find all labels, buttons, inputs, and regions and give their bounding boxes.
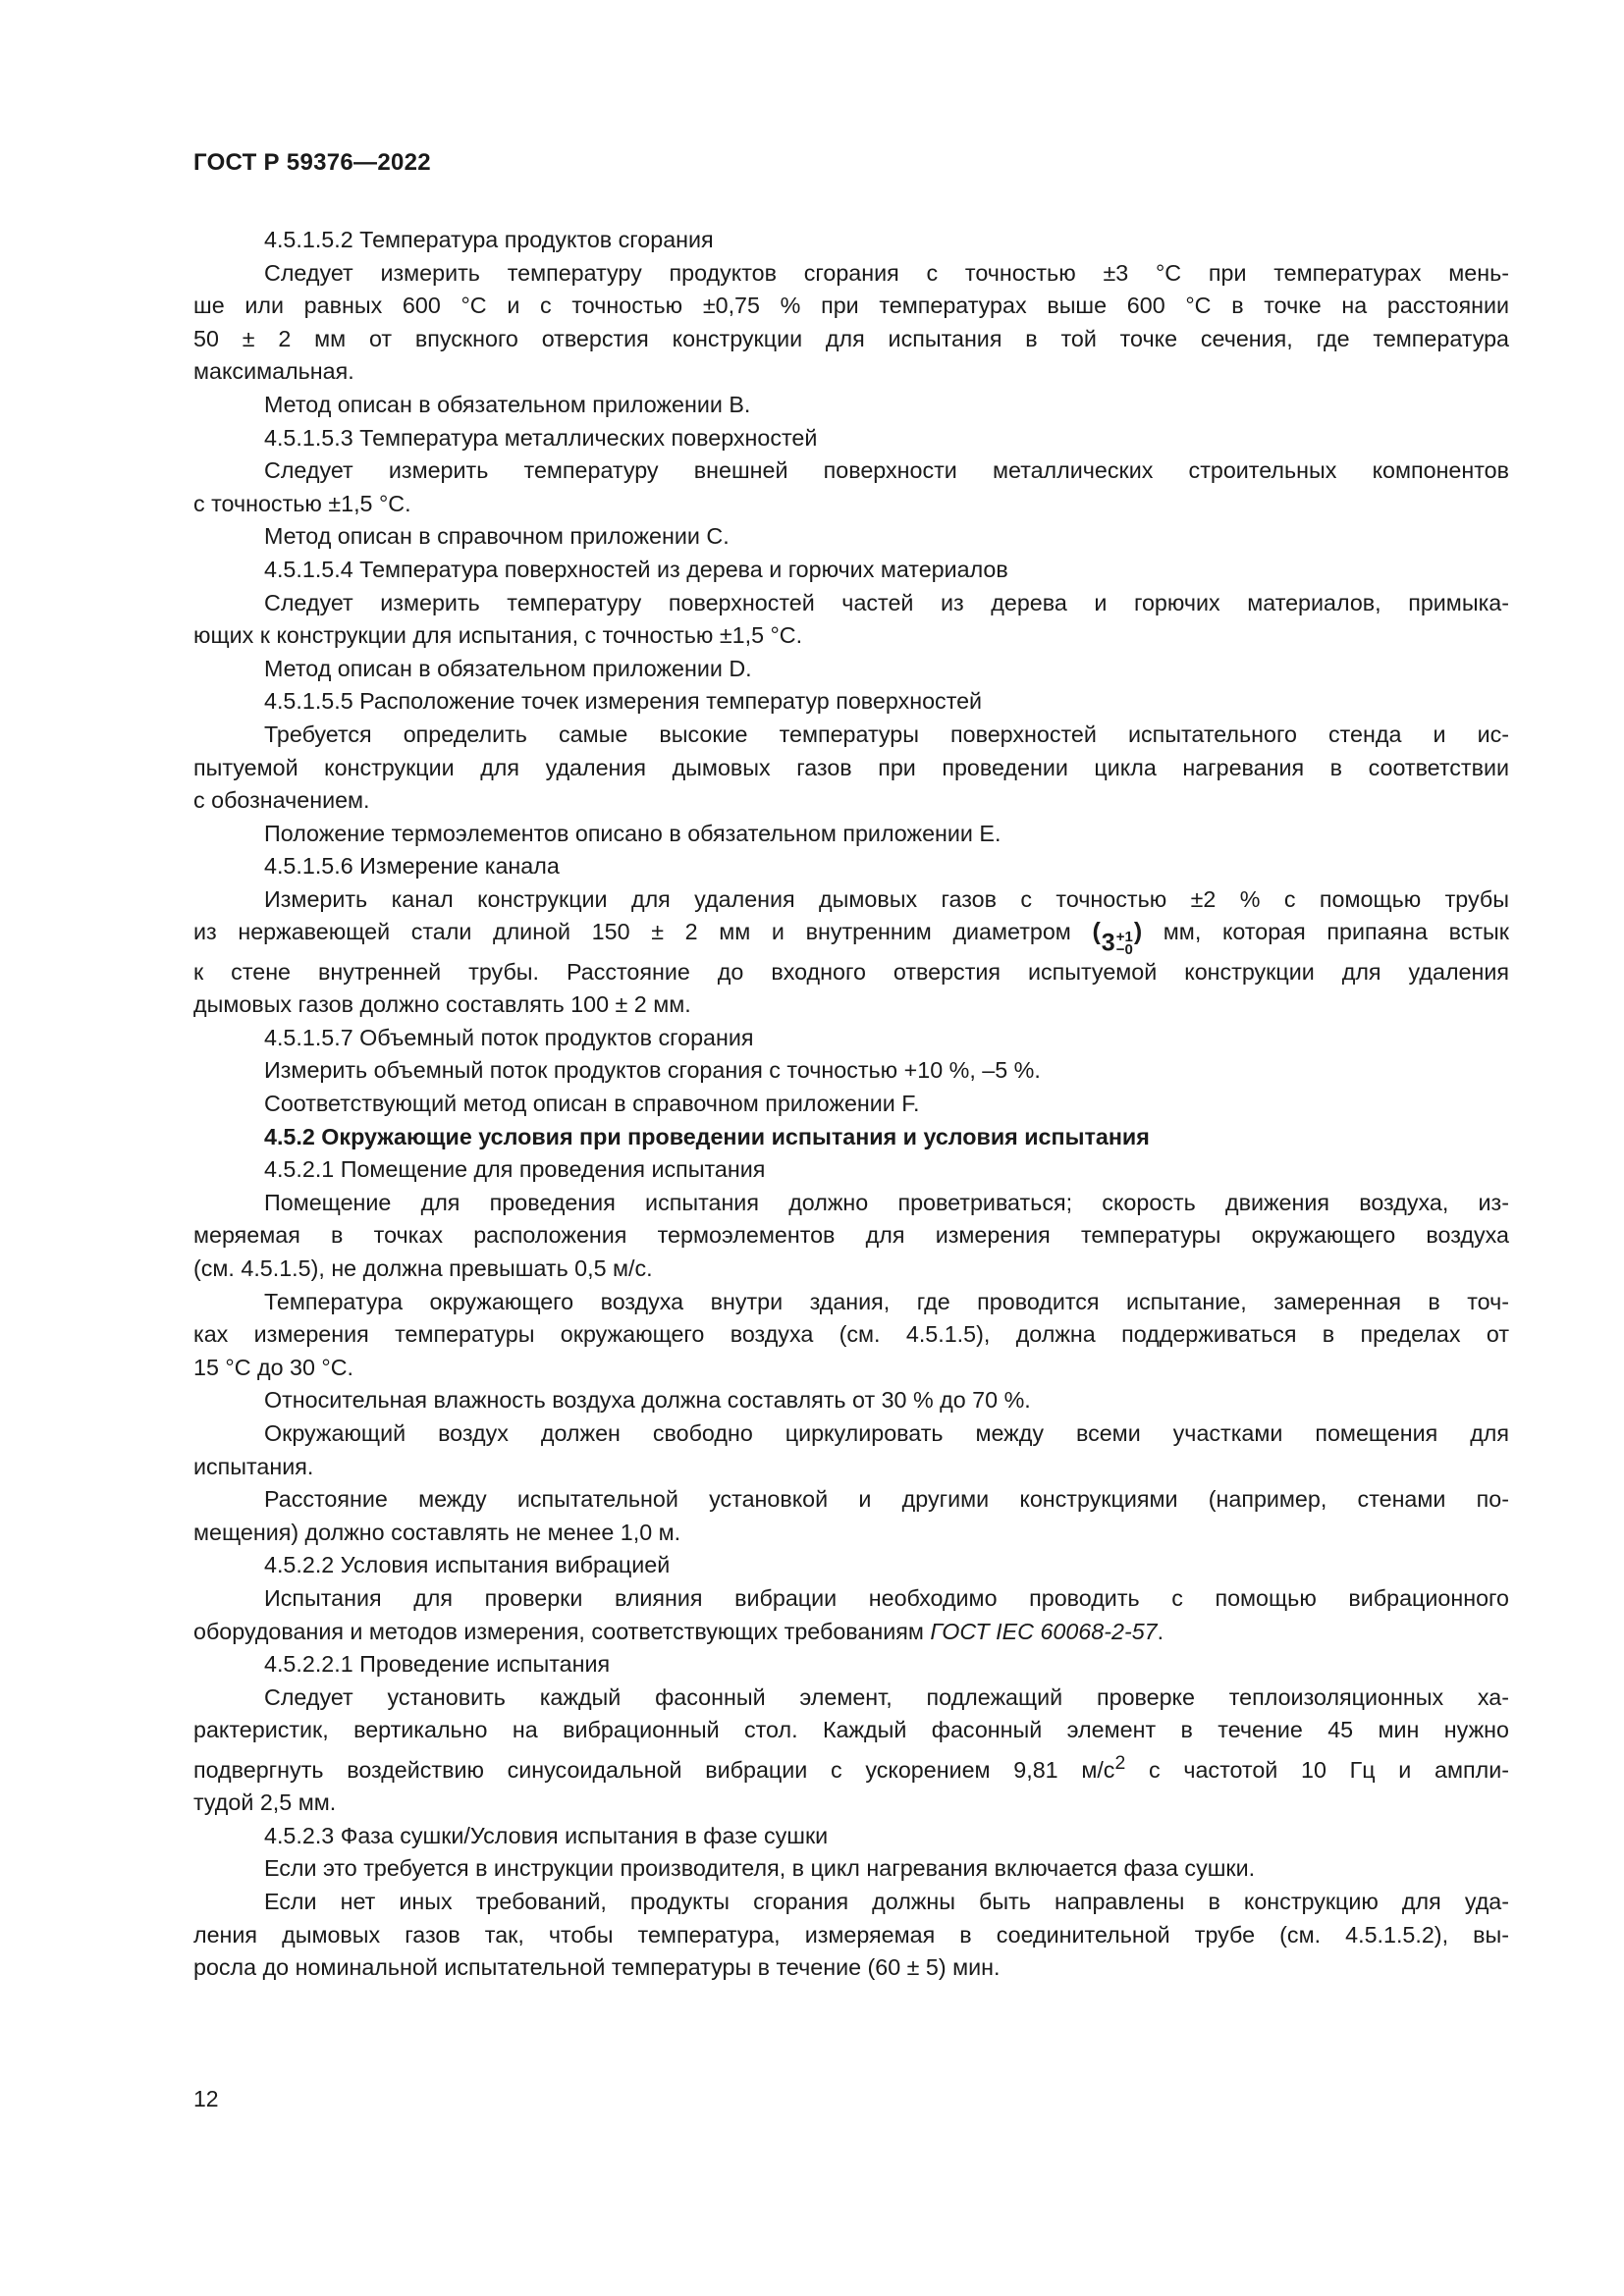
paragraph-line: Окружающий воздух должен свободно циркулировать между всеми участками помещения для: [264, 1419, 1509, 1446]
paragraph-line: ше или равных 600 °С и с точностью ±0,75 % при температурах выше 600 °С в точке на расстоянии: [193, 293, 1509, 319]
paragraph-line: Если это требуется в инструкции производителя, в цикл нагревания включается фаза сушки.: [264, 1855, 1256, 1882]
paragraph-line: Следует измерить температуру продуктов сгорания с точностью ±3 °С при температурах мень-: [264, 259, 1509, 286]
paragraph-line: Требуется определить самые высокие температуры поверхностей испытательного стенда и ис-: [264, 721, 1509, 747]
tolerance-notation: 3 +1 −0: [1101, 928, 1133, 958]
paragraph-line: Температура окружающего воздуха внутри здания, где проводится испытание, замеренная в точ-: [264, 1288, 1509, 1314]
paragraph-line-pipe-diameter: из нержавеющей стали длиной 150 ± 2 мм и внутренним диаметром (3 +1 −0 ) мм, которая припаяна встык: [193, 918, 1509, 958]
paragraph-line: ления дымовых газов так, чтобы температура, измеряемая в соединительной трубе (см. 4.5.1.5.2), вы-: [193, 1921, 1509, 1948]
paragraph-line: Помещение для проведения испытания должно проветриваться; скорость движения воздуха, из-: [264, 1189, 1509, 1215]
paragraph-line: Измерить объемный поток продуктов сгорания с точностью +10 %, –5 %.: [264, 1057, 1041, 1084]
paragraph-line: испытания.: [193, 1453, 314, 1479]
paragraph-line: мещения) должно составлять не менее 1,0 м.: [193, 1519, 681, 1545]
paragraph-line: Если нет иных требований, продукты сгорания должны быть направлены в конструкцию для уда-: [264, 1889, 1509, 1915]
paragraph-line: Метод описан в обязательном приложении D.: [264, 655, 752, 681]
paragraph-line: Соответствующий метод описан в справочном приложении F.: [264, 1091, 920, 1116]
section-heading: 4.5.2.2.1 Проведение испытания: [264, 1651, 611, 1678]
paragraph-line: ках измерения температуры окружающего воздуха (см. 4.5.1.5), должна поддерживаться в пределах от: [193, 1321, 1509, 1348]
paragraph-line: (см. 4.5.1.5), не должна превышать 0,5 м/с.: [193, 1255, 653, 1281]
paragraph-line: ющих к конструкции для испытания, с точностью ±1,5 °С.: [193, 622, 803, 649]
section-heading: 4.5.1.5.2 Температура продуктов сгорания: [264, 227, 714, 252]
section-heading: 4.5.1.5.7 Объемный поток продуктов сгорания: [264, 1024, 754, 1050]
paragraph-line: 50 ± 2 мм от впускного отверстия конструкции для испытания в той точке сечения, где температура: [193, 325, 1509, 351]
paragraph-line: Следует измерить температуру внешней поверхности металлических строительных компонентов: [264, 457, 1509, 484]
paragraph-line: Метод описан в обязательном приложении В.: [264, 391, 751, 417]
paragraph-line: 15 °С до 30 °С.: [193, 1354, 354, 1380]
section-heading: 4.5.2.1 Помещение для проведения испытания: [264, 1156, 766, 1183]
paragraph-line: Измерить канал конструкции для удаления дымовых газов с точностью ±2 % с помощью трубы: [264, 885, 1509, 912]
paragraph-line-acceleration: подвергнуть воздействию синусоидальной вибрации с ускорением 9,81 $м/с^2$ с частотой 10 Гц и ампли-: [193, 1751, 1509, 1783]
paragraph-line: максимальная.: [193, 358, 354, 385]
paragraph-line: Положение термоэлементов описано в обязательном приложении Е.: [264, 820, 1001, 846]
paragraph-line: с точностью ±1,5 °С.: [193, 490, 411, 516]
section-heading: 4.5.1.5.5 Расположение точек измерения температур поверхностей: [264, 688, 983, 715]
section-heading: 4.5.2.2 Условия испытания вибрацией: [264, 1552, 671, 1578]
paragraph-line: Следует установить каждый фасонный элемент, подлежащий проверке теплоизоляционных ха-: [264, 1683, 1509, 1710]
standard-reference: ГОСТ IEC 60068-2-57: [930, 1618, 1158, 1644]
document-header: ГОСТ Р 59376—2022: [193, 149, 431, 176]
paragraph-line: к стене внутренней трубы. Расстояние до входного отверстия испытуемой конструкции для удаления: [193, 958, 1509, 985]
section-heading-bold: 4.5.2 Окружающие условия при проведении испытания и условия испытания: [264, 1123, 1150, 1149]
paragraph-line: рактеристик, вертикально на вибрационный стол. Каждый фасонный элемент в течение 45 мин нужно: [193, 1717, 1509, 1743]
paragraph-line: Расстояние между испытательной установкой и другими конструкциями (например, стенами по-: [264, 1486, 1509, 1513]
paragraph-line-gost-ref: оборудования и методов измерения, соответствующих требованиям ГОСТ IEC 60068-2-57.: [193, 1618, 1164, 1644]
section-heading: 4.5.1.5.4 Температура поверхностей из дерева и горючих материалов: [264, 556, 1008, 582]
section-heading: 4.5.1.5.3 Температура металлических поверхностей: [264, 424, 818, 451]
section-heading: 4.5.2.3 Фаза сушки/Условия испытания в фазе сушки: [264, 1822, 829, 1848]
paragraph-line: Метод описан в справочном приложении С.: [264, 523, 730, 550]
paragraph-line: пытуемой конструкции для удаления дымовых газов при проведении цикла нагревания в соответствии: [193, 754, 1509, 780]
paragraph-line: Испытания для проверки влияния вибрации необходимо проводить с помощью вибрационного: [264, 1584, 1509, 1611]
section-heading: 4.5.1.5.6 Измерение канала: [264, 853, 560, 880]
page-number: 12: [193, 2086, 219, 2111]
paragraph-line: дымовых газов должно составлять 100 ± 2 мм.: [193, 991, 691, 1018]
paragraph-line: меряемая в точках расположения термоэлементов для измерения температуры окружающего воздуха: [193, 1222, 1509, 1249]
paragraph-line: Относительная влажность воздуха должна составлять от 30 % до 70 %.: [264, 1387, 1031, 1414]
paragraph-line: росла до номинальной испытательной температуры в течение (60 ± 5) мин.: [193, 1954, 1001, 1981]
paragraph-line: с обозначением.: [193, 787, 370, 814]
paragraph-line: Следует измерить температуру поверхностей частей из дерева и горючих материалов, примыка-: [264, 589, 1509, 615]
document-body: [193, 224, 1509, 1985]
paragraph-line: тудой 2,5 мм.: [193, 1789, 337, 1816]
